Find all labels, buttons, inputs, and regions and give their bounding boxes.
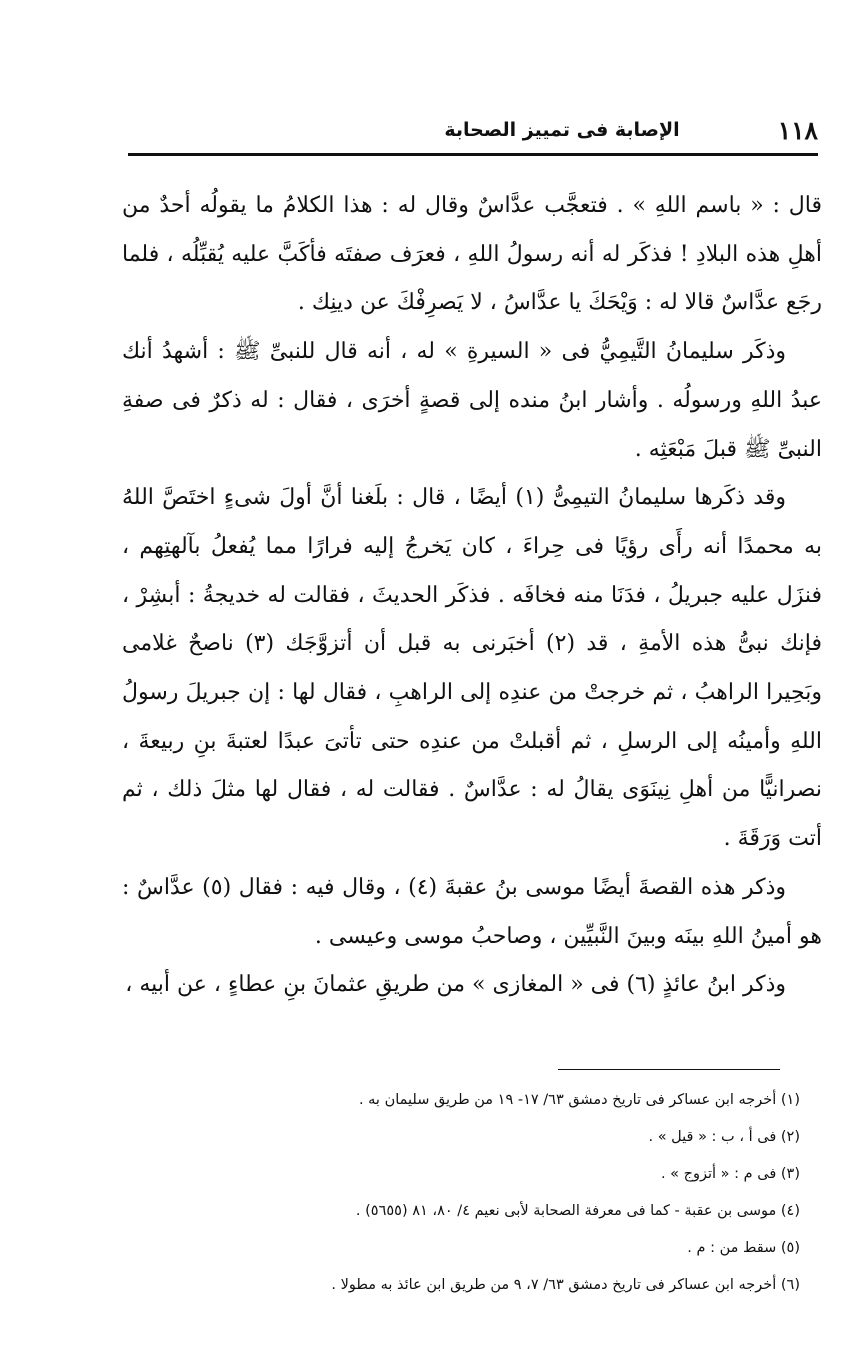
running-title: الإصابة فى تمييز الصحابة <box>444 119 680 141</box>
footnote-separator <box>558 1069 780 1070</box>
footnote: (٣) فى م : « أتزوج » . <box>660 1166 800 1182</box>
page-number: ١١٨ <box>777 115 818 145</box>
main-text <box>122 182 822 1010</box>
paragraph: وذكر هذه القصةَ أيضًا موسى بنُ عقبةَ (٤) ، وقال فيه : فقال (٥) عدَّاسٌ : هو أمينُ اللهِ بينَه وبينَ النَّبيِّين ، وصاحبُ موسى وعيسى . <box>122 874 822 949</box>
footnote: (٤) موسى بن عقبة - كما فى معرفة الصحابة لأبى نعيم ٤/ ٨٠، ٨١ (٥٦٥٥) . <box>355 1203 800 1219</box>
page-header <box>128 112 818 148</box>
paragraph: وذكَر سليمانُ التَّيمِيُّ فى « السيرةِ » له ، أنه قال للنبىِّ ﷺ : أشهدُ أنك عبدُ اللهِ ورسولُه . وأشار ابنُ منده إلى قصةٍ أخرَى ، فقال : له ذكرٌ فى صفةِ النبىِّ ﷺ قبلَ مَبْعَثِه . <box>122 339 822 462</box>
header-rule <box>128 153 818 156</box>
footnote: (٢) فى أ ، ب : « قيل » . <box>648 1129 800 1145</box>
paragraph: وقد ذكَرها سليمانُ التيمِىُّ (١) أيضًا ، قال : بلَغنا أنَّ أولَ شىءٍ اختَصَّ اللهُ به محمدًا أنه رأَى رؤيًا فى حِراءَ ، كان يَخرجُ إليه فرارًا مما يُفعلُ بآلهتِهم ، فنزَل عليه جبريلُ ، فدَنَا منه فخافَه . فذكَر الحديثَ ، فقالت له خديجةُ : أبشِرْ ، فإنك نبىُّ هذه الأمةِ ، قد (٢) أخبَرنى به قبل أن أتزوَّجَك (٣) ناصحٌ غلامى وبَحِيرا الراهبُ ، ثم خرجتْ من عندِه إلى الراهبِ ، فقال لها : إن جبريلَ رسولُ اللهِ وأمينُه إلى الرسلِ ، ثم أقبلتْ من عندِه حتى تأتىَ عبدًا لعتبةَ بنِ ربيعةَ ، نصرانيًّا من أهلِ نِينَوَى يقالُ له : عدَّاسٌ . فقالت له ، فقال لها مثلَ ذلك ، ثم أتت وَرَقَةَ . <box>122 485 822 852</box>
footnote: (٦) أخرجه ابن عساكر فى تاريخ دمشق ٦٣/ ٧، ٩ من طريق ابن عائذ به مطولا . <box>331 1277 800 1293</box>
footnote: (١) أخرجه ابن عساكر فى تاريخ دمشق ٦٣/ ١٧- ١٩ من طريق سليمان به . <box>358 1092 800 1108</box>
footnotes <box>130 1082 800 1304</box>
paragraph: وذكر ابنُ عائذٍ (٦) فى « المغازى » من طريقِ عثمانَ بنِ عطاءٍ ، عن أبيه ، <box>125 972 786 998</box>
paragraph: قال : « باسم اللهِ » . فتعجَّب عدَّاسٌ وقال له : هذا الكلامُ ما يقولُه أحدٌ من أهلِ هذه البلادِ ! فذكَر له أنه رسولُ اللهِ ، فعرَف صفتَه فأكَبَّ عليه يُقبِّلُه ، فلما رجَع عدَّاسٌ قالا له : وَيْحَكَ يا عدَّاسُ ، لا يَصرِفْكَ عن دينِك . <box>122 193 822 316</box>
footnote: (٥) سقط من : م . <box>687 1240 800 1256</box>
